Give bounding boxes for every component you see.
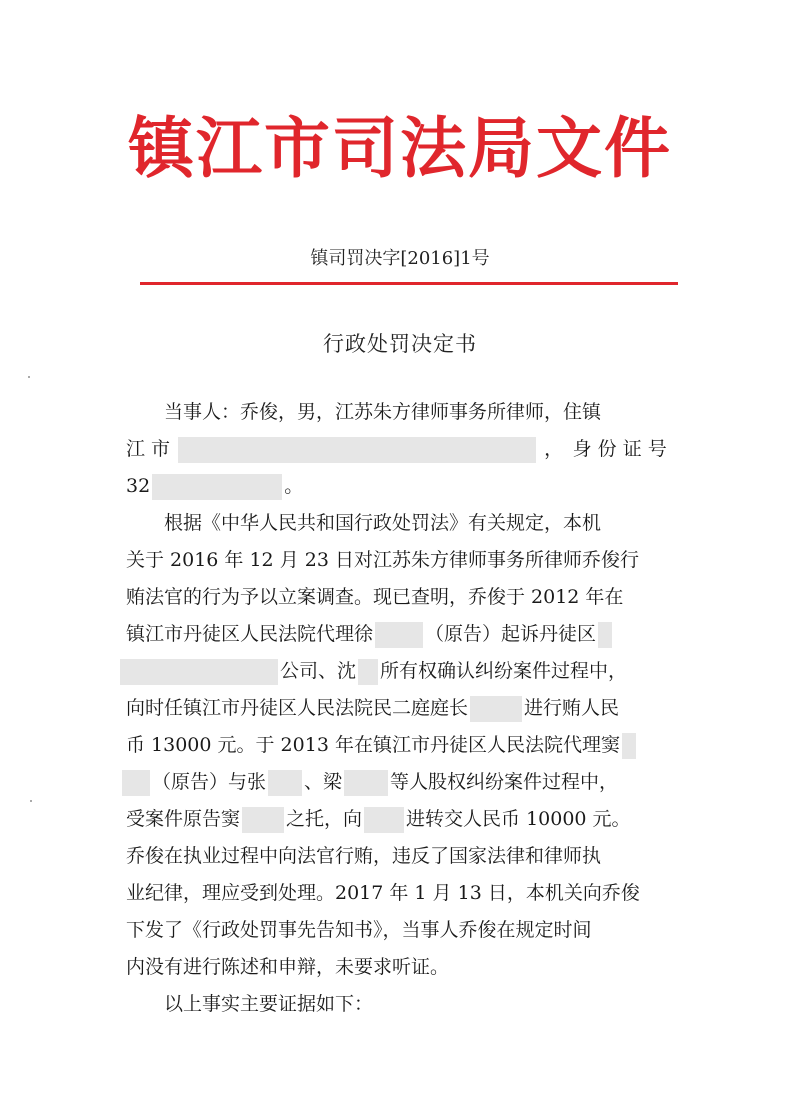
facts-line-5 [126,653,682,690]
facts-line-10: 乔俊在执业过程中向法官行贿，违反了国家法律和律师执 [126,845,602,867]
facts-line-5-a: 公司、沈 [280,660,357,682]
party-id-end: 。 [284,475,304,497]
redacted-plaintiff-name [375,622,423,648]
evidence-intro: 以上事实主要证据如下： [164,993,374,1015]
redacted-liang-name [344,770,388,796]
party-id-label: ， 身 份 证 号 [544,438,667,460]
redacted-dou-name [122,770,150,796]
facts-line-5-b: 所有权确认纠纷案件过程中， [380,660,628,682]
party-address-prefix: 江 市 [126,438,171,460]
redacted-address [178,437,536,463]
document-body [126,394,682,1023]
facts-line-2: 关于 2016 年 12 月 23 日对江苏朱方律师事务所律师乔俊行 [126,549,639,571]
party-line-3 [126,468,682,505]
facts-line-7 [126,727,682,764]
facts-line-1: 根据《中华人民共和国行政处罚法》有关规定，本机 [164,512,602,534]
facts-line-9-c: 进转交人民币 10000 元。 [406,808,631,830]
facts-line-6-a: 向时任镇江市丹徒区人民法院民二庭庭长 [126,697,469,719]
facts-line-4-b: （原告）起诉丹徒区 [425,623,597,645]
facts-line-8-c: 等人股权纠纷案件过程中， [390,771,619,793]
facts-line-3: 贿法官的行为予以立案调查。现已查明，乔俊于 2012 年在 [126,586,624,608]
facts-line-9 [126,801,682,838]
party-line-2 [126,431,682,468]
redacted-dou-name-start [622,733,636,759]
facts-line-6 [126,690,682,727]
redacted-recipient-name [364,807,404,833]
party-id-prefix: 32 [126,475,151,497]
facts-line-4-a: 镇江市丹徒区人民法院代理徐 [126,623,374,645]
redacted-plaintiff-dou [242,807,284,833]
redacted-id-number [152,474,282,500]
facts-line-7-text: 币 13000 元。于 2013 年在镇江市丹徒区人民法院代理窦 [126,734,620,756]
facts-line-8-a: （原告）与张 [152,771,267,793]
facts-line-9-b: 之托，向 [286,808,363,830]
facts-line-4 [126,616,682,653]
party-line-1: 当事人：乔俊，男，江苏朱方律师事务所律师，住镇 [164,401,602,423]
redacted-company-start [598,622,612,648]
facts-line-11: 业纪律，理应受到处理。2017 年 1 月 13 日，本机关向乔俊 [126,882,640,904]
scan-speck [28,376,30,378]
facts-line-12: 下发了《行政处罚事先告知书》，当事人乔俊在规定时间 [126,919,592,941]
agency-header-title: 镇江市司法局文件 [128,110,672,187]
document-number: 镇司罚决字[2016]1号 [310,248,490,269]
header-red-divider [140,282,678,285]
facts-line-6-b: 进行贿人民 [524,697,620,719]
redacted-shen-name [358,659,378,685]
facts-line-8-b: 、梁 [304,771,343,793]
redacted-judge-name [470,696,522,722]
redacted-company-name [120,659,278,685]
redacted-zhang-name [268,770,302,796]
facts-line-9-a: 受案件原告窦 [126,808,241,830]
facts-line-8 [126,764,682,801]
decision-title: 行政处罚决定书 [323,332,477,356]
scan-speck [30,800,32,802]
facts-line-13: 内没有进行陈述和申辩，未要求听证。 [126,956,450,978]
